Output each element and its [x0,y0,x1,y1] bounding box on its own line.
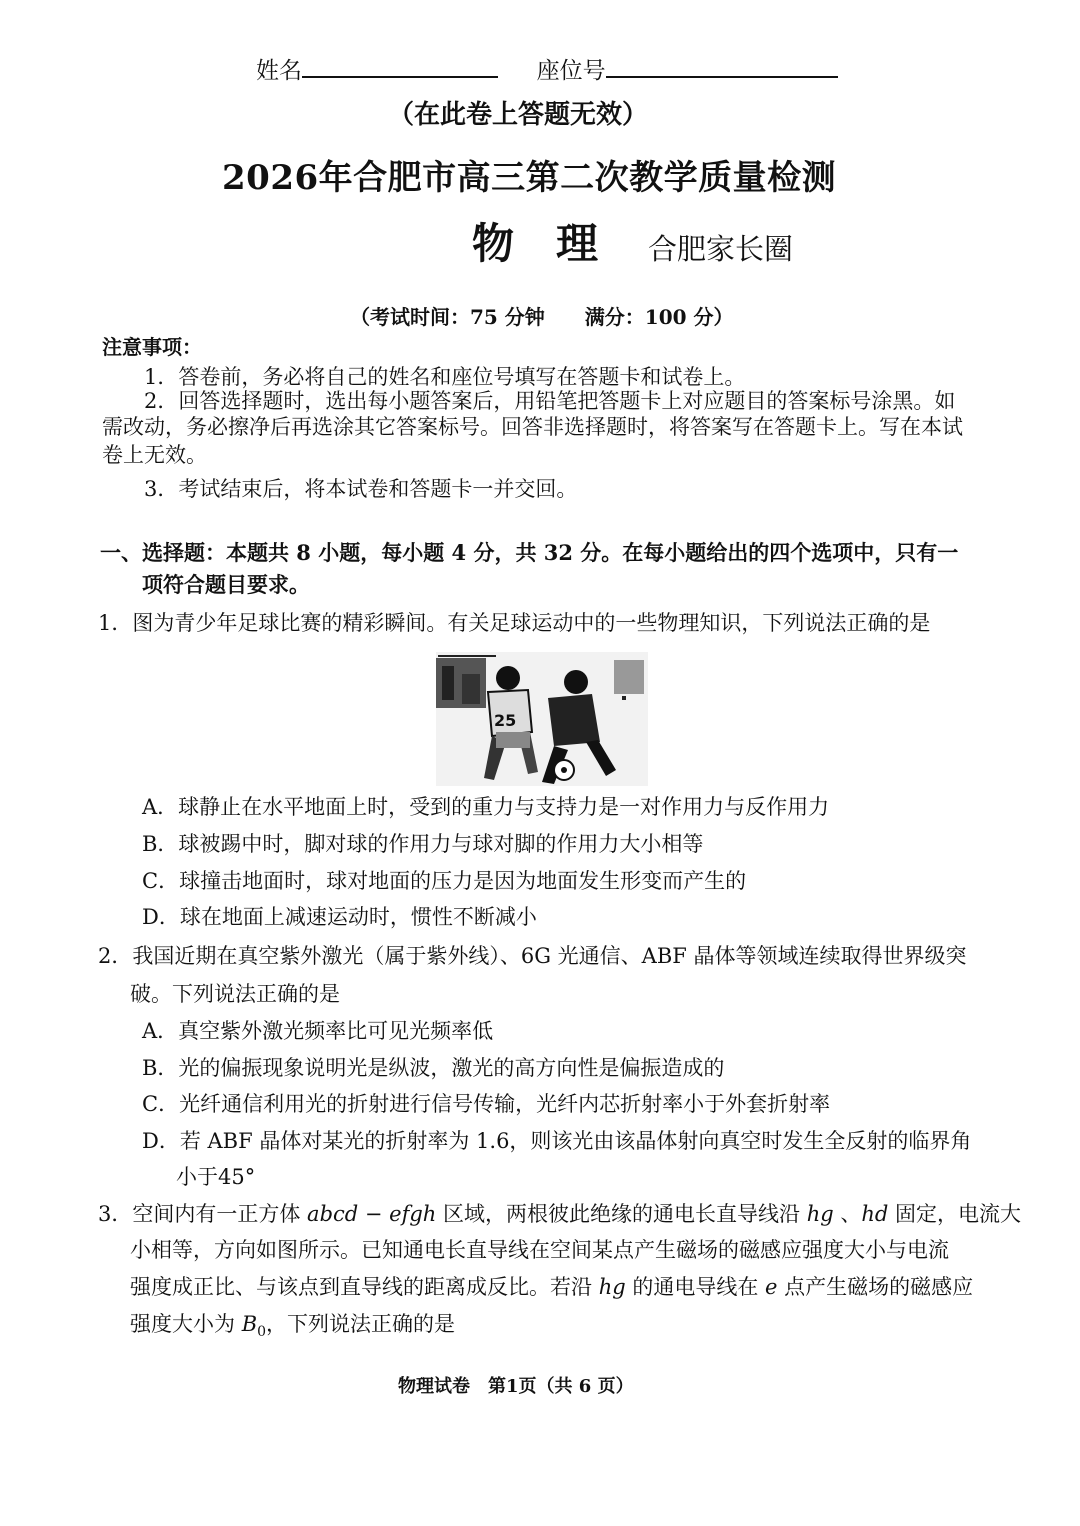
q3-text: 强度成正比、与该点到直导线的距离成反比。若沿 [130,1275,599,1299]
soccer-photo [436,652,648,786]
q3-stem-line-4 [130,1309,455,1347]
q2-stem-line-2: 破。下列说法正确的是 [130,982,340,1006]
notice-item-1: 1．答卷前，务必将自己的姓名和座位号填写在答题卡和试卷上。 [144,365,746,389]
name-field [256,54,838,86]
q3-wire-hg: hg [598,1275,626,1299]
section-1-heading-line-1: 一、选择题：本题共 8 小题，每小题 4 分，共 32 分。在每小题给出的四个选项中，只有一 [100,540,959,565]
name-blank [302,54,498,78]
q1-option-a: A．球静止在水平地面上时，受到的重力与支持力是一对作用力与反作用力 [142,795,830,819]
notice-title: 注意事项： [102,335,202,359]
seat-blank [606,54,838,78]
q3-text: 的通电导线在 [625,1275,766,1299]
subject-title: 物 理 [472,219,599,268]
q1-option-b: B．球被踢中时，脚对球的作用力与球对脚的作用力大小相等 [142,832,704,856]
invalid-note: （在此卷上答题无效） [388,100,649,130]
q3-text: 、 [833,1202,862,1226]
q2-stem-line-1: 2．我国近期在真空紫外激光（属于紫外线）、6G 光通信、ABF 晶体等领域连续取得世界级突 [98,944,967,968]
q3-stem-line-3 [130,1272,973,1302]
notice-item-2-line-3: 卷上无效。 [102,443,207,467]
q3-stem-line-1 [98,1199,1021,1229]
notice-item-2-line-2: 需改动，务必擦净后再选涂其它答案标号。回答非选择题时，将答案写在答题卡上。写在本试 [102,415,963,439]
q2-option-d-line-2: 小于45° [176,1165,256,1189]
q3-text: 区域，两根彼此绝缘的通电长直导线沿 [436,1202,807,1226]
q3-cube-label: abcd − efgh [307,1202,437,1226]
q2-option-c: C．光纤通信利用光的折射进行信号传输，光纤内芯折射率小于外套折射率 [142,1092,831,1116]
q1-option-d: D．球在地面上减速运动时，惯性不断减小 [142,905,537,929]
watermark-text: 合肥家长圈 [648,232,794,266]
q3-text: 固定，电流大 [888,1202,1021,1226]
q1-stem: 1．图为青少年足球比赛的精彩瞬间。有关足球运动中的一些物理知识，下列说法正确的是 [98,611,931,635]
section-1-heading-line-2: 项符合题目要求。 [142,572,310,597]
q3-b0-symbol: B [241,1312,258,1336]
q3-b0-subscript: 0 [257,1324,267,1341]
q1-option-c: C．球撞击地面时，球对地面的压力是因为地面发生形变而产生的 [142,869,747,893]
q3-text: 点产生磁场的磁感应 [777,1275,974,1299]
q3-text: ，下列说法正确的是 [266,1312,456,1336]
q2-option-b: B．光的偏振现象说明光是纵波，激光的高方向性是偏振造成的 [142,1056,725,1080]
jersey-number: 25 [494,711,517,730]
q3-text: 强度大小为 [130,1312,242,1336]
q2-option-a: A．真空紫外激光频率比可见光频率低 [142,1019,494,1043]
seat-label: 座位号 [536,58,606,84]
q2-option-d-line-1: D．若 ABF 晶体对某光的折射率为 1.6，则该光由该晶体射向真空时发生全反射的临界角 [142,1129,972,1153]
q3-stem-line-2: 小相等，方向如图所示。已知通电长直导线在空间某点产生磁场的磁感应强度大小与电流 [130,1238,949,1262]
notice-item-3: 3．考试结束后，将本试卷和答题卡一并交回。 [144,477,578,501]
q3-point-e: e [765,1275,778,1299]
q3-text: 3．空间内有一正方体 [98,1202,308,1226]
name-label: 姓名 [256,58,302,84]
notice-item-2-line-1: 2．回答选择题时，选出每小题答案后，用铅笔把答题卡上对应题目的答案标号涂黑。如 [144,389,956,413]
exam-title: 2026年合肥市高三第二次教学质量检测 [222,158,837,198]
q3-wire-hg: hg [806,1202,834,1226]
exam-info: （考试时间：75 分钟 满分：100 分） [350,305,734,329]
page-footer: 物理试卷 第1页（共 6 页） [398,1376,634,1397]
q3-wire-hd: hd [861,1202,889,1226]
